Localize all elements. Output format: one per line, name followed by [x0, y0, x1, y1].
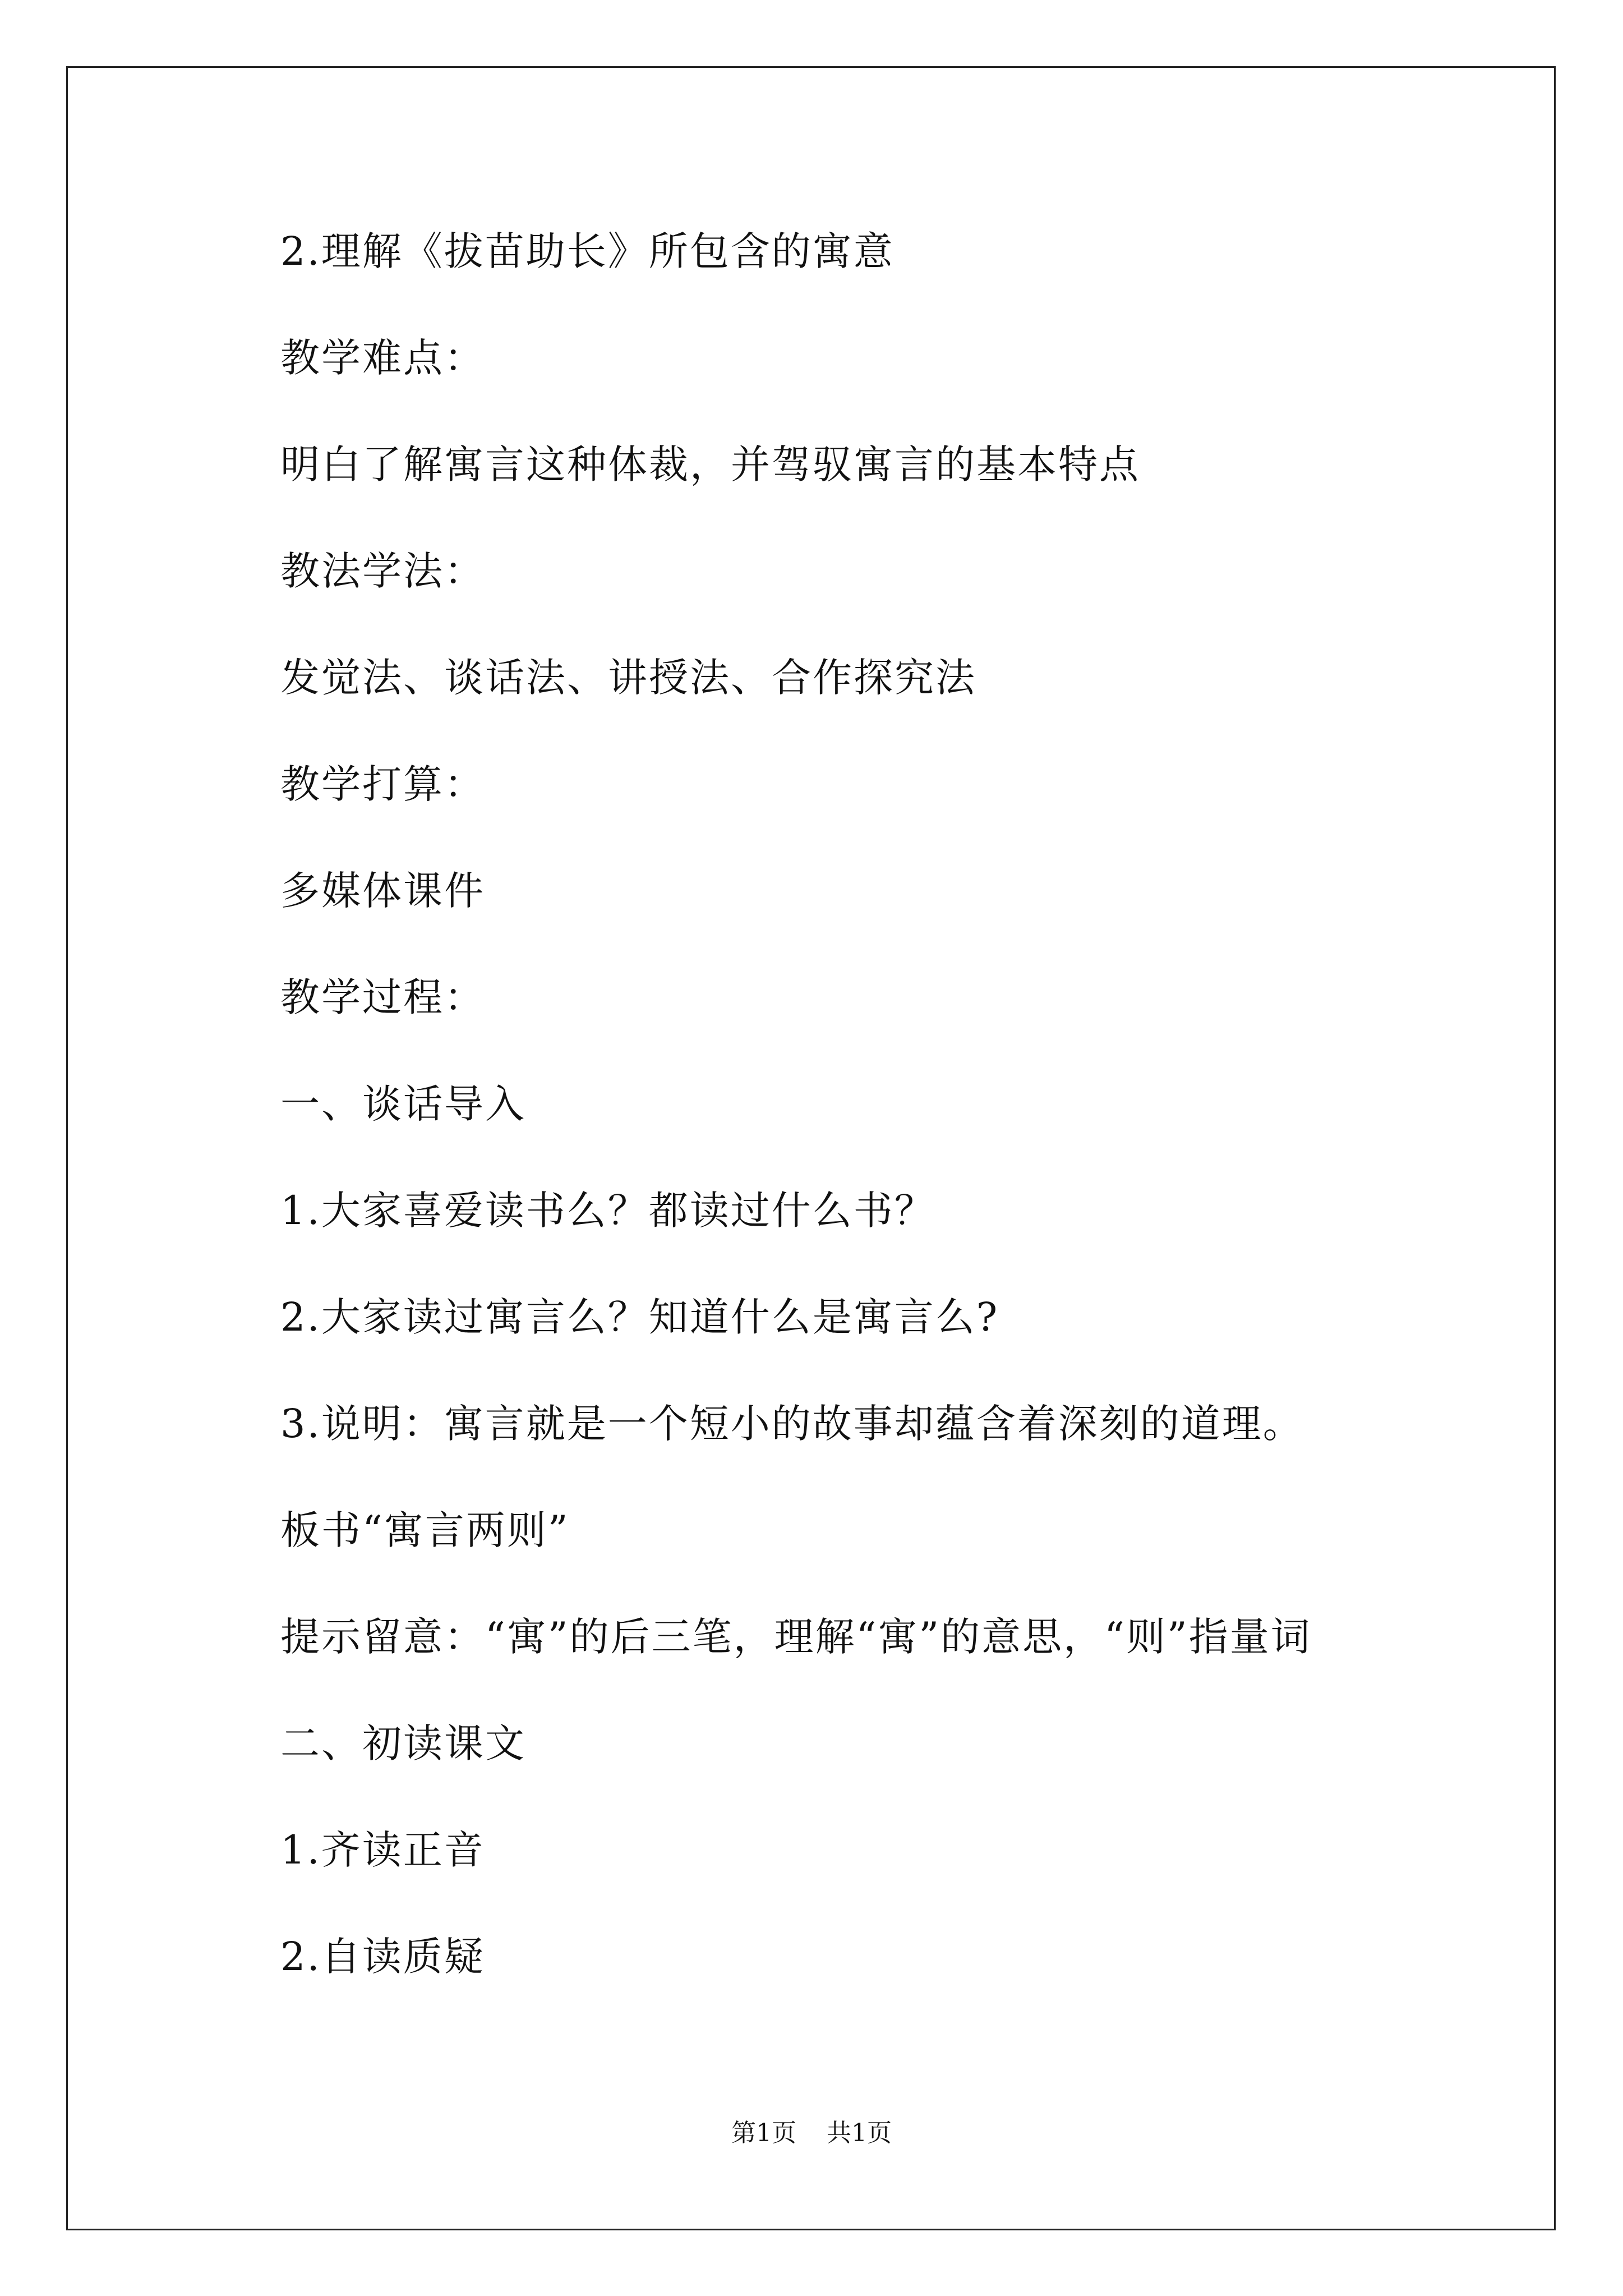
text-line: 2.自读质疑	[280, 1934, 485, 1980]
text-line: 1.大家喜爱读书么？都读过什么书？	[280, 1188, 935, 1234]
document-body	[280, 218, 1486, 2030]
text-line: 2.理解《拔苗助长》所包含的寓意	[280, 228, 895, 274]
text-line: 2.大家读过寓言么？知道什么是寓言么?	[280, 1294, 999, 1340]
page-number: 第1页	[731, 2119, 796, 2147]
section-heading: 教学打算：	[280, 761, 485, 807]
section-heading: 教法学法：	[280, 548, 485, 594]
text-line: 多媒体课件	[280, 868, 485, 914]
step-heading: 一、谈话导入	[280, 1081, 526, 1127]
text-line: 发觉法、谈话法、讲授法、合作探究法	[280, 655, 976, 701]
text-line: 板书“寓言两则”	[280, 1507, 570, 1553]
text-line: 明白了解寓言这种体裁，并驾驭寓言的基本特点	[280, 441, 1140, 487]
page-total: 共1页	[827, 2119, 892, 2147]
text-line: 提示留意：“寓”的后三笔，理解“寓”的意思，“则”指量词	[280, 1614, 1312, 1660]
text-line: 1.齐读正音	[280, 1827, 485, 1873]
page-footer	[0, 2116, 1623, 2150]
section-heading: 教学难点：	[280, 335, 485, 381]
section-heading: 教学过程：	[280, 974, 485, 1020]
step-heading: 二、初读课文	[280, 1720, 526, 1766]
text-line: 3.说明：寓言就是一个短小的故事却蕴含着深刻的道理。	[280, 1401, 1304, 1447]
